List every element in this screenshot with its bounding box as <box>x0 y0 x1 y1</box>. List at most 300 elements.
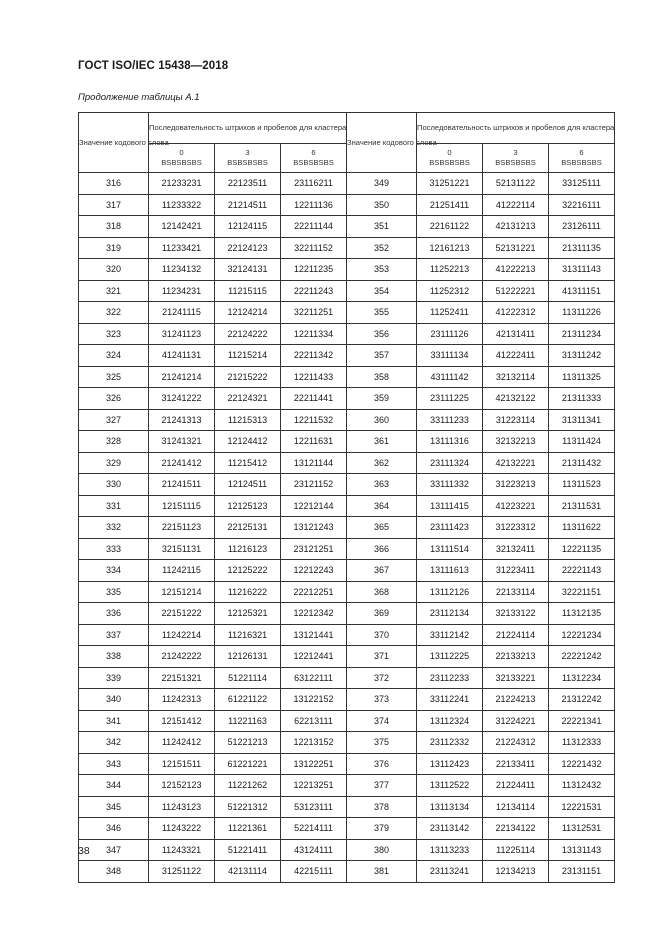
cluster-0-cell: 11252312 <box>417 280 483 302</box>
cluster-0-cell: 22151123 <box>149 517 215 539</box>
table-row <box>79 431 615 453</box>
table-row <box>79 732 615 754</box>
table-row <box>79 323 615 345</box>
code-word-cell: 339 <box>79 667 149 689</box>
cluster-6-cell: 23121152 <box>281 474 347 496</box>
code-word-cell: 341 <box>79 710 149 732</box>
cluster-3-cell: 22133213 <box>483 646 549 668</box>
cluster-0-cell: 12151214 <box>149 581 215 603</box>
code-word-cell: 332 <box>79 517 149 539</box>
cluster-3-cell: 11215412 <box>215 452 281 474</box>
code-word-cell: 355 <box>347 302 417 324</box>
table-row <box>79 237 615 259</box>
cluster-3-cell: 41222213 <box>483 259 549 281</box>
cluster-6-cell: 12221135 <box>549 538 615 560</box>
cluster-0-cell: 11252213 <box>417 259 483 281</box>
cluster-3-cell: 61221221 <box>215 753 281 775</box>
cluster-6-cell: 13131143 <box>549 839 615 861</box>
code-word-cell: 317 <box>79 194 149 216</box>
cluster-0-cell: 13113134 <box>417 796 483 818</box>
cluster-3-cell: 21215222 <box>215 366 281 388</box>
code-word-cell: 368 <box>347 581 417 603</box>
cluster-3-cell: 12124214 <box>215 302 281 324</box>
cluster-0-cell: 13111316 <box>417 431 483 453</box>
cluster-6-cell: 12212441 <box>281 646 347 668</box>
code-word-cell: 343 <box>79 753 149 775</box>
cluster-6-cell: 23126111 <box>549 216 615 238</box>
cluster-3-cell: 42131213 <box>483 216 549 238</box>
cluster-3-cell: 11215115 <box>215 280 281 302</box>
cluster-6-cell: 12221432 <box>549 753 615 775</box>
cluster-0-cell: 33111134 <box>417 345 483 367</box>
cluster-0-cell: 11234132 <box>149 259 215 281</box>
cluster-3-cell: 11221163 <box>215 710 281 732</box>
table-row <box>79 302 615 324</box>
cluster-3-cell: 12125321 <box>215 603 281 625</box>
cluster-3-cell: 51221411 <box>215 839 281 861</box>
table-row <box>79 366 615 388</box>
code-word-cell: 363 <box>347 474 417 496</box>
cluster-6-cell: 22211441 <box>281 388 347 410</box>
cluster-3-cell: 52131122 <box>483 173 549 195</box>
cluster-0-cell: 21251411 <box>417 194 483 216</box>
table-row <box>79 345 615 367</box>
cluster-3-cell: 32132411 <box>483 538 549 560</box>
cluster-0-cell: 11243222 <box>149 818 215 840</box>
cluster-6-cell: 11312432 <box>549 775 615 797</box>
cluster-3-cell: 12126131 <box>215 646 281 668</box>
code-word-cell: 342 <box>79 732 149 754</box>
cluster-0-cell: 22151222 <box>149 603 215 625</box>
cluster-6-cell: 31311341 <box>549 409 615 431</box>
table-row <box>79 259 615 281</box>
header-code-word: Значение кодового слова <box>79 113 149 173</box>
code-word-cell: 324 <box>79 345 149 367</box>
cluster-3-cell: 42131114 <box>215 861 281 883</box>
cluster-6-cell: 12211631 <box>281 431 347 453</box>
cluster-3-cell: 51222221 <box>483 280 549 302</box>
cluster-6-cell: 63122111 <box>281 667 347 689</box>
cluster-3-cell: 11221262 <box>215 775 281 797</box>
code-word-cell: 323 <box>79 323 149 345</box>
header-cluster-0: 0 BSBSBSBS <box>417 144 483 173</box>
cluster-0-cell: 31251122 <box>149 861 215 883</box>
header-cluster-0: 0 BSBSBSBS <box>149 144 215 173</box>
table-row <box>79 495 615 517</box>
cluster-6-cell: 11311523 <box>549 474 615 496</box>
cluster-0-cell: 21241511 <box>149 474 215 496</box>
code-word-cell: 362 <box>347 452 417 474</box>
cluster-3-cell: 11216123 <box>215 538 281 560</box>
table-row <box>79 839 615 861</box>
cluster-0-cell: 12161213 <box>417 237 483 259</box>
cluster-0-cell: 41241131 <box>149 345 215 367</box>
cluster-6-cell: 11312234 <box>549 667 615 689</box>
cluster-6-cell: 22221242 <box>549 646 615 668</box>
cluster-3-cell: 11221361 <box>215 818 281 840</box>
cluster-3-cell: 21224114 <box>483 624 549 646</box>
cluster-3-cell: 32133221 <box>483 667 549 689</box>
cluster-0-cell: 12152123 <box>149 775 215 797</box>
code-word-cell: 346 <box>79 818 149 840</box>
cluster-0-cell: 11243321 <box>149 839 215 861</box>
cluster-6-cell: 21311234 <box>549 323 615 345</box>
cluster-3-cell: 12125123 <box>215 495 281 517</box>
cluster-0-cell: 23111423 <box>417 517 483 539</box>
document-title: ГОСТ ISO/IEC 15438—2018 <box>78 60 229 72</box>
code-word-cell: 353 <box>347 259 417 281</box>
cluster-6-cell: 11311325 <box>549 366 615 388</box>
cluster-0-cell: 21241412 <box>149 452 215 474</box>
table-row <box>79 560 615 582</box>
cluster-3-cell: 31224221 <box>483 710 549 732</box>
cluster-6-cell: 13122251 <box>281 753 347 775</box>
table-row <box>79 861 615 883</box>
cluster-3-cell: 22124321 <box>215 388 281 410</box>
cluster-0-cell: 43111142 <box>417 366 483 388</box>
cluster-6-cell: 12211136 <box>281 194 347 216</box>
cluster-0-cell: 11233322 <box>149 194 215 216</box>
code-word-cell: 356 <box>347 323 417 345</box>
cluster-6-cell: 11311424 <box>549 431 615 453</box>
cluster-3-cell: 22133114 <box>483 581 549 603</box>
cluster-6-cell: 32211152 <box>281 237 347 259</box>
cluster-6-cell: 23131151 <box>549 861 615 883</box>
cluster-0-cell: 11234231 <box>149 280 215 302</box>
cluster-6-cell: 22221143 <box>549 560 615 582</box>
header-code-word: Значение кодового слова <box>347 113 417 173</box>
table-row <box>79 667 615 689</box>
cluster-0-cell: 11242412 <box>149 732 215 754</box>
code-word-cell: 331 <box>79 495 149 517</box>
cluster-0-cell: 33112142 <box>417 624 483 646</box>
cluster-3-cell: 32132114 <box>483 366 549 388</box>
cluster-6-cell: 42215111 <box>281 861 347 883</box>
cluster-6-cell: 41311151 <box>549 280 615 302</box>
cluster-0-cell: 11242313 <box>149 689 215 711</box>
cluster-6-cell: 11311622 <box>549 517 615 539</box>
header-cluster-6: 6 BSBSBSBS <box>281 144 347 173</box>
cluster-6-cell: 12213152 <box>281 732 347 754</box>
cluster-3-cell: 42131411 <box>483 323 549 345</box>
code-word-cell: 336 <box>79 603 149 625</box>
code-word-cell: 325 <box>79 366 149 388</box>
cluster-6-cell: 21311531 <box>549 495 615 517</box>
cluster-3-cell: 31223114 <box>483 409 549 431</box>
cluster-0-cell: 23111225 <box>417 388 483 410</box>
cluster-3-cell: 12134213 <box>483 861 549 883</box>
cluster-3-cell: 61221122 <box>215 689 281 711</box>
table-row <box>79 538 615 560</box>
cluster-6-cell: 21312242 <box>549 689 615 711</box>
code-word-cell: 322 <box>79 302 149 324</box>
cluster-0-cell: 23111126 <box>417 323 483 345</box>
cluster-3-cell: 22134122 <box>483 818 549 840</box>
code-word-cell: 345 <box>79 796 149 818</box>
table-row <box>79 603 615 625</box>
cluster-6-cell: 11312333 <box>549 732 615 754</box>
cluster-6-cell: 22211342 <box>281 345 347 367</box>
code-word-cell: 381 <box>347 861 417 883</box>
code-word-cell: 360 <box>347 409 417 431</box>
cluster-0-cell: 32151131 <box>149 538 215 560</box>
code-word-cell: 335 <box>79 581 149 603</box>
codeword-table <box>78 112 615 883</box>
cluster-6-cell: 12211532 <box>281 409 347 431</box>
header-cluster-6: 6 BSBSBSBS <box>549 144 615 173</box>
table-row <box>79 581 615 603</box>
code-word-cell: 333 <box>79 538 149 560</box>
table-body <box>79 173 615 883</box>
table-row <box>79 818 615 840</box>
cluster-3-cell: 22124123 <box>215 237 281 259</box>
cluster-0-cell: 13111514 <box>417 538 483 560</box>
cluster-3-cell: 22123511 <box>215 173 281 195</box>
cluster-0-cell: 23112332 <box>417 732 483 754</box>
code-word-cell: 357 <box>347 345 417 367</box>
cluster-3-cell: 31223312 <box>483 517 549 539</box>
cluster-3-cell: 42132221 <box>483 452 549 474</box>
code-word-cell: 320 <box>79 259 149 281</box>
cluster-6-cell: 52214111 <box>281 818 347 840</box>
cluster-0-cell: 33111233 <box>417 409 483 431</box>
cluster-6-cell: 13121441 <box>281 624 347 646</box>
cluster-0-cell: 13112225 <box>417 646 483 668</box>
code-word-cell: 358 <box>347 366 417 388</box>
cluster-0-cell: 12151412 <box>149 710 215 732</box>
code-word-cell: 364 <box>347 495 417 517</box>
cluster-0-cell: 31241222 <box>149 388 215 410</box>
cluster-3-cell: 11216222 <box>215 581 281 603</box>
code-word-cell: 378 <box>347 796 417 818</box>
code-word-cell: 352 <box>347 237 417 259</box>
cluster-6-cell: 31311242 <box>549 345 615 367</box>
cluster-6-cell: 32216111 <box>549 194 615 216</box>
cluster-0-cell: 23113142 <box>417 818 483 840</box>
code-word-cell: 351 <box>347 216 417 238</box>
cluster-3-cell: 51221213 <box>215 732 281 754</box>
code-word-cell: 344 <box>79 775 149 797</box>
code-word-cell: 361 <box>347 431 417 453</box>
code-word-cell: 337 <box>79 624 149 646</box>
table-row <box>79 409 615 431</box>
table-row <box>79 517 615 539</box>
code-word-cell: 348 <box>79 861 149 883</box>
code-word-cell: 354 <box>347 280 417 302</box>
table-row <box>79 775 615 797</box>
cluster-6-cell: 21311135 <box>549 237 615 259</box>
cluster-6-cell: 12213251 <box>281 775 347 797</box>
page-number: 38 <box>78 845 90 857</box>
cluster-6-cell: 33125111 <box>549 173 615 195</box>
cluster-6-cell: 12221531 <box>549 796 615 818</box>
code-word-cell: 374 <box>347 710 417 732</box>
code-word-cell: 375 <box>347 732 417 754</box>
cluster-3-cell: 12124511 <box>215 474 281 496</box>
code-word-cell: 370 <box>347 624 417 646</box>
code-word-cell: 365 <box>347 517 417 539</box>
code-word-cell: 326 <box>79 388 149 410</box>
code-word-cell: 319 <box>79 237 149 259</box>
cluster-3-cell: 41222312 <box>483 302 549 324</box>
cluster-0-cell: 31251221 <box>417 173 483 195</box>
cluster-6-cell: 12211433 <box>281 366 347 388</box>
code-word-cell: 328 <box>79 431 149 453</box>
table-caption: Продолжение таблицы А.1 <box>78 92 200 103</box>
cluster-0-cell: 31241321 <box>149 431 215 453</box>
cluster-0-cell: 11242115 <box>149 560 215 582</box>
cluster-3-cell: 21224312 <box>483 732 549 754</box>
code-word-cell: 330 <box>79 474 149 496</box>
cluster-6-cell: 12211334 <box>281 323 347 345</box>
cluster-0-cell: 11243123 <box>149 796 215 818</box>
code-word-cell: 369 <box>347 603 417 625</box>
cluster-3-cell: 21224213 <box>483 689 549 711</box>
cluster-6-cell: 13121243 <box>281 517 347 539</box>
cluster-3-cell: 21214511 <box>215 194 281 216</box>
cluster-0-cell: 31241123 <box>149 323 215 345</box>
cluster-0-cell: 22151321 <box>149 667 215 689</box>
cluster-6-cell: 12211235 <box>281 259 347 281</box>
cluster-6-cell: 22211243 <box>281 280 347 302</box>
code-word-cell: 372 <box>347 667 417 689</box>
cluster-3-cell: 31223213 <box>483 474 549 496</box>
cluster-6-cell: 11312135 <box>549 603 615 625</box>
cluster-6-cell: 21311432 <box>549 452 615 474</box>
table-row <box>79 474 615 496</box>
code-word-cell: 316 <box>79 173 149 195</box>
cluster-0-cell: 33112241 <box>417 689 483 711</box>
cluster-0-cell: 23112134 <box>417 603 483 625</box>
cluster-0-cell: 13113233 <box>417 839 483 861</box>
cluster-3-cell: 11215214 <box>215 345 281 367</box>
cluster-0-cell: 13112324 <box>417 710 483 732</box>
code-word-cell: 366 <box>347 538 417 560</box>
cluster-3-cell: 32132213 <box>483 431 549 453</box>
cluster-3-cell: 31223411 <box>483 560 549 582</box>
header-sequence: Последовательность штрихов и пробелов для кластера <box>149 113 347 144</box>
table-row <box>79 710 615 732</box>
table-row <box>79 796 615 818</box>
cluster-0-cell: 13112126 <box>417 581 483 603</box>
header-cluster-3: 3 BSBSBSBS <box>215 144 281 173</box>
cluster-0-cell: 23111324 <box>417 452 483 474</box>
cluster-3-cell: 11215313 <box>215 409 281 431</box>
code-word-cell: 371 <box>347 646 417 668</box>
cluster-0-cell: 12151511 <box>149 753 215 775</box>
code-word-cell: 377 <box>347 775 417 797</box>
cluster-6-cell: 31311143 <box>549 259 615 281</box>
cluster-0-cell: 11233421 <box>149 237 215 259</box>
code-word-cell: 340 <box>79 689 149 711</box>
cluster-3-cell: 22125131 <box>215 517 281 539</box>
table-row <box>79 689 615 711</box>
cluster-3-cell: 41222411 <box>483 345 549 367</box>
cluster-6-cell: 21311333 <box>549 388 615 410</box>
cluster-6-cell: 12221234 <box>549 624 615 646</box>
cluster-6-cell: 22212251 <box>281 581 347 603</box>
cluster-3-cell: 32133122 <box>483 603 549 625</box>
cluster-6-cell: 32211251 <box>281 302 347 324</box>
cluster-0-cell: 13111415 <box>417 495 483 517</box>
cluster-0-cell: 12151115 <box>149 495 215 517</box>
code-word-cell: 379 <box>347 818 417 840</box>
code-word-cell: 376 <box>347 753 417 775</box>
cluster-6-cell: 11312531 <box>549 818 615 840</box>
cluster-0-cell: 12142421 <box>149 216 215 238</box>
cluster-3-cell: 41222114 <box>483 194 549 216</box>
cluster-0-cell: 23113241 <box>417 861 483 883</box>
cluster-6-cell: 12212243 <box>281 560 347 582</box>
table-row <box>79 753 615 775</box>
cluster-3-cell: 41223221 <box>483 495 549 517</box>
code-word-cell: 347 <box>79 839 149 861</box>
cluster-3-cell: 12124115 <box>215 216 281 238</box>
cluster-6-cell: 43124111 <box>281 839 347 861</box>
cluster-6-cell: 12212144 <box>281 495 347 517</box>
table-row <box>79 624 615 646</box>
code-word-cell: 329 <box>79 452 149 474</box>
cluster-3-cell: 12124412 <box>215 431 281 453</box>
code-word-cell: 380 <box>347 839 417 861</box>
cluster-3-cell: 42132122 <box>483 388 549 410</box>
cluster-3-cell: 51221312 <box>215 796 281 818</box>
cluster-6-cell: 22211144 <box>281 216 347 238</box>
cluster-6-cell: 13121144 <box>281 452 347 474</box>
cluster-0-cell: 11242214 <box>149 624 215 646</box>
cluster-3-cell: 32124131 <box>215 259 281 281</box>
cluster-6-cell: 22221341 <box>549 710 615 732</box>
code-word-cell: 373 <box>347 689 417 711</box>
code-word-cell: 334 <box>79 560 149 582</box>
cluster-3-cell: 52131221 <box>483 237 549 259</box>
code-word-cell: 350 <box>347 194 417 216</box>
cluster-0-cell: 22161122 <box>417 216 483 238</box>
cluster-0-cell: 21241313 <box>149 409 215 431</box>
code-word-cell: 367 <box>347 560 417 582</box>
code-word-cell: 338 <box>79 646 149 668</box>
table-row <box>79 194 615 216</box>
cluster-0-cell: 21233231 <box>149 173 215 195</box>
table-row <box>79 173 615 195</box>
cluster-3-cell: 12125222 <box>215 560 281 582</box>
table-row <box>79 280 615 302</box>
cluster-3-cell: 11216321 <box>215 624 281 646</box>
cluster-0-cell: 13112423 <box>417 753 483 775</box>
code-word-cell: 359 <box>347 388 417 410</box>
cluster-3-cell: 51221114 <box>215 667 281 689</box>
cluster-6-cell: 23116211 <box>281 173 347 195</box>
cluster-3-cell: 21224411 <box>483 775 549 797</box>
cluster-3-cell: 12134114 <box>483 796 549 818</box>
cluster-0-cell: 21241214 <box>149 366 215 388</box>
code-word-cell: 349 <box>347 173 417 195</box>
table-row <box>79 452 615 474</box>
cluster-6-cell: 11311226 <box>549 302 615 324</box>
cluster-6-cell: 23121251 <box>281 538 347 560</box>
code-word-cell: 318 <box>79 216 149 238</box>
header-cluster-3: 3 BSBSBSBS <box>483 144 549 173</box>
table-row <box>79 388 615 410</box>
cluster-0-cell: 23112233 <box>417 667 483 689</box>
cluster-0-cell: 13112522 <box>417 775 483 797</box>
cluster-6-cell: 32221151 <box>549 581 615 603</box>
cluster-0-cell: 33111332 <box>417 474 483 496</box>
cluster-3-cell: 11225114 <box>483 839 549 861</box>
table-row <box>79 216 615 238</box>
cluster-6-cell: 13122152 <box>281 689 347 711</box>
code-word-cell: 327 <box>79 409 149 431</box>
